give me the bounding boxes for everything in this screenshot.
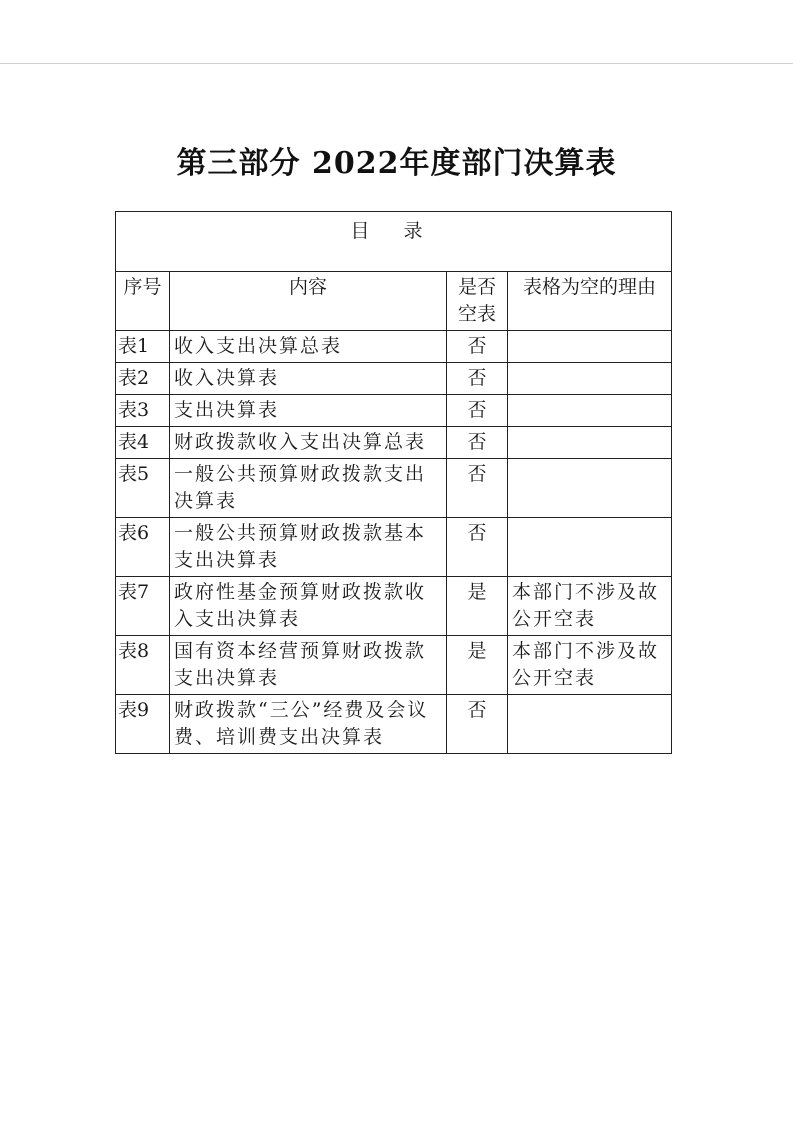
row-content: 财政拨款收入支出决算总表 <box>170 427 447 459</box>
row-content: 收入决算表 <box>170 363 447 395</box>
table-row <box>116 427 672 459</box>
row-seq: 表4 <box>116 427 170 459</box>
page-top-rule <box>0 63 793 64</box>
row-seq: 表1 <box>116 331 170 363</box>
row-reason <box>508 459 672 518</box>
row-content: 一般公共预算财政拨款基本支出决算表 <box>170 518 447 577</box>
row-empty-flag: 否 <box>447 395 508 427</box>
row-seq: 表6 <box>116 518 170 577</box>
header-content: 内容 <box>170 272 447 331</box>
row-reason: 本部门不涉及故公开空表 <box>508 577 672 636</box>
table-row <box>116 695 672 754</box>
row-reason <box>508 363 672 395</box>
table-row <box>116 363 672 395</box>
row-reason <box>508 518 672 577</box>
row-seq: 表3 <box>116 395 170 427</box>
toc-caption-row <box>116 212 672 272</box>
table-row <box>116 331 672 363</box>
toc-header-row <box>116 272 672 331</box>
row-empty-flag: 否 <box>447 331 508 363</box>
toc-caption: 目 录 <box>116 212 672 272</box>
row-empty-flag: 是 <box>447 577 508 636</box>
row-reason <box>508 695 672 754</box>
row-reason <box>508 395 672 427</box>
row-seq: 表2 <box>116 363 170 395</box>
header-seq: 序号 <box>116 272 170 331</box>
row-empty-flag: 是 <box>447 636 508 695</box>
row-reason <box>508 427 672 459</box>
row-content: 支出决算表 <box>170 395 447 427</box>
page-title: 第三部分 2022年度部门决算表 <box>176 146 617 181</box>
row-seq: 表9 <box>116 695 170 754</box>
toc-body <box>116 331 672 754</box>
row-content: 收入支出决算总表 <box>170 331 447 363</box>
row-content: 国有资本经营预算财政拨款支出决算表 <box>170 636 447 695</box>
row-content: 财政拨款“三公”经费及会议费、培训费支出决算表 <box>170 695 447 754</box>
header-reason: 表格为空的理由 <box>508 272 672 331</box>
row-content: 一般公共预算财政拨款支出决算表 <box>170 459 447 518</box>
table-row <box>116 577 672 636</box>
table-row <box>116 636 672 695</box>
row-reason: 本部门不涉及故公开空表 <box>508 636 672 695</box>
row-empty-flag: 否 <box>447 518 508 577</box>
table-row <box>116 395 672 427</box>
toc-table <box>115 211 672 754</box>
row-reason <box>508 331 672 363</box>
table-row <box>116 459 672 518</box>
row-seq: 表5 <box>116 459 170 518</box>
header-empty: 是否空表 <box>447 272 508 331</box>
row-empty-flag: 否 <box>447 427 508 459</box>
table-row <box>116 518 672 577</box>
row-seq: 表7 <box>116 577 170 636</box>
row-content: 政府性基金预算财政拨款收入支出决算表 <box>170 577 447 636</box>
row-empty-flag: 否 <box>447 695 508 754</box>
row-empty-flag: 否 <box>447 459 508 518</box>
row-empty-flag: 否 <box>447 363 508 395</box>
row-seq: 表8 <box>116 636 170 695</box>
